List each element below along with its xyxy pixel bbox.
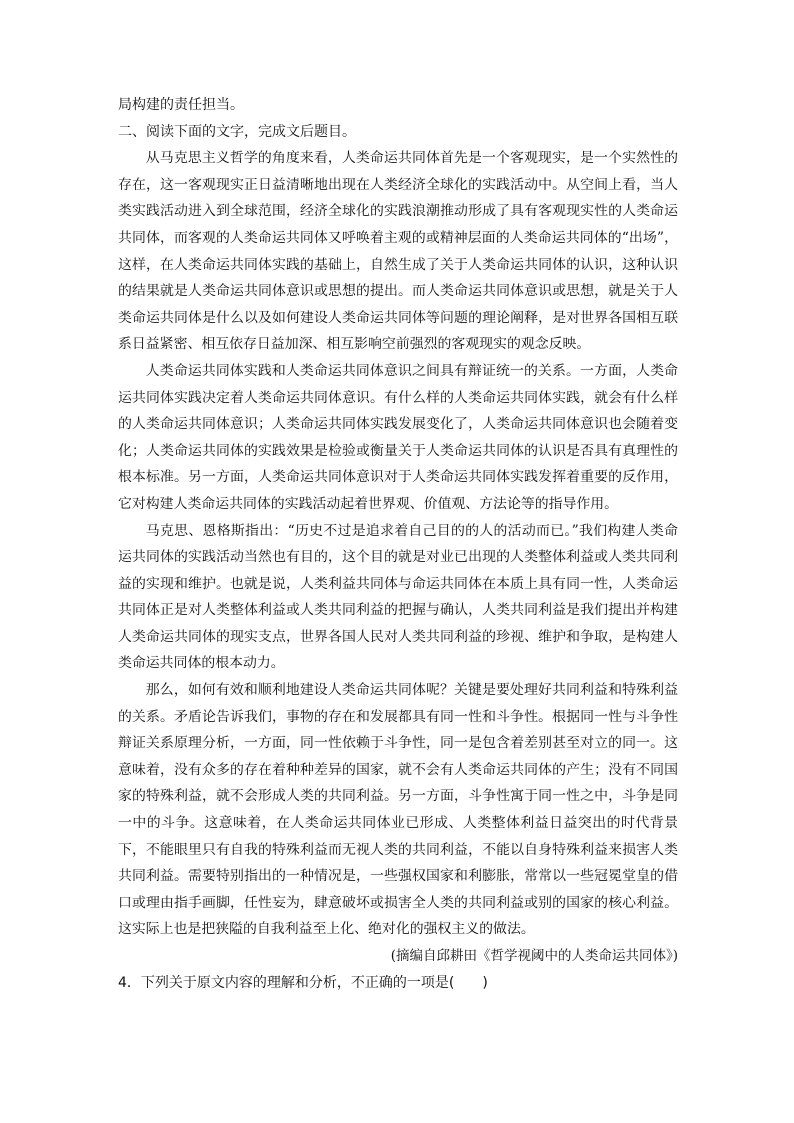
carryover-line: 局构建的责任担当。 bbox=[118, 97, 244, 113]
document-content bbox=[118, 92, 678, 996]
passage-paragraph-1: 从马克思主义哲学的角度来看，人类命运共同体首先是一个客观现实，是一个实然性的存在，这一客观现实正日益清晰地出现在人类经济全球化的实践活动中。从空间上看，当人类实践活动进入到全球范围，经济全球化的实践浪潮推动形成了具有客观现实性的人类命运共同体，而客观的人类命运共同体又呼唤着主观的或精神层面的人类命运共同体的“出场”，这样，在人类命运共同体实践的基础上，自然生成了关于人类命运共同体的认识，这种认识的结果就是人类命运共同体意识或思想的提出。而人类命运共同体意识或思想，就是关于人类命运共同体是什么以及如何建设人类命运共同体等问题的理论阐释，是对世界各国相互联系日益紧密、相互依存日益加深、相互影响空前强烈的客观现实的观念反映。 bbox=[118, 150, 678, 353]
passage-body bbox=[118, 145, 678, 943]
passage-paragraph-3: 马克思、恩格斯指出：“历史不过是追求着自己目的的人的活动而已。”我们构建人类命运共同体的实践活动当然也有目的，这个目的就是对业已出现的人类整体利益或人类共同利益的实现和维护。也就是说，人类利益共同体与命运共同体在本质上具有同一性，人类命运共同体正是对人类整体利益或人类共同利益的把握与确认，人类共同利益是我们提出并构建人类命运共同体的现实支点，世界各国人民对人类共同利益的珍视、维护和争取，是构建人类命运共同体的根本动力。 bbox=[118, 522, 678, 672]
passage-paragraph-4: 那么，如何有效和顺利地建设人类命运共同体呢？关键是要处理好共同利益和特殊利益的关系。矛盾论告诉我们，事物的存在和发展都具有同一性和斗争性。根据同一性与斗争性辩证关系原理分析，一方面，同一性依赖于斗争性，同一是包含着差别甚至对立的同一。这意味着，没有众多的存在着种种差异的国家，就不会有人类命运共同体的产生；没有不同国家的特殊利益，就不会形成人类的共同利益。另一方面，斗争性寓于同一性之中，斗争是同一中的斗争。这意味着，在人类命运共同体业已形成、人类整体利益日益突出的时代背景下，不能眼里只有自我的特殊利益而无视人类的共同利益，不能以自身特殊利益来损害人类共同利益。需要特别指出的一种情况是，一些强权国家和利膨胀，常常以一些冠冕堂皇的借口或理由指手画脚，任性妄为，肆意破坏或损害全人类的共同利益或别的国家的核心利益。这实际上也是把狭隘的自我利益至上化、绝对化的强权主义的做法。 bbox=[118, 682, 678, 938]
passage-source-citation: (摘编自邱耕田《哲学视阈中的人类命运共同体》) bbox=[390, 948, 678, 964]
passage-paragraph-2: 人类命运共同体实践和人类命运共同体意识之间具有辩证统一的关系。一方面，人类命运共同体实践决定着人类命运共同体意识。有什么样的人类命运共同体实践，就会有什么样的人类命运共同体意识；人类命运共同体实践发展变化了，人类命运共同体意识也会随着变化；人类命运共同体的实践效果是检验或衡量关于人类命运共同体的认识是否具有真理性的根本标准。另一方面，人类命运共同体意识对于人类命运共同体实践发挥着重要的反作用，它对构建人类命运共同体的实践活动起着世界观、价值观、方法论等的指导作用。 bbox=[118, 362, 678, 512]
question-4-stem: 4．下列关于原文内容的理解和分析，不正确的一项是( ) bbox=[118, 974, 488, 991]
section-heading: 二、阅读下面的文字，完成文后题目。 bbox=[118, 123, 356, 140]
